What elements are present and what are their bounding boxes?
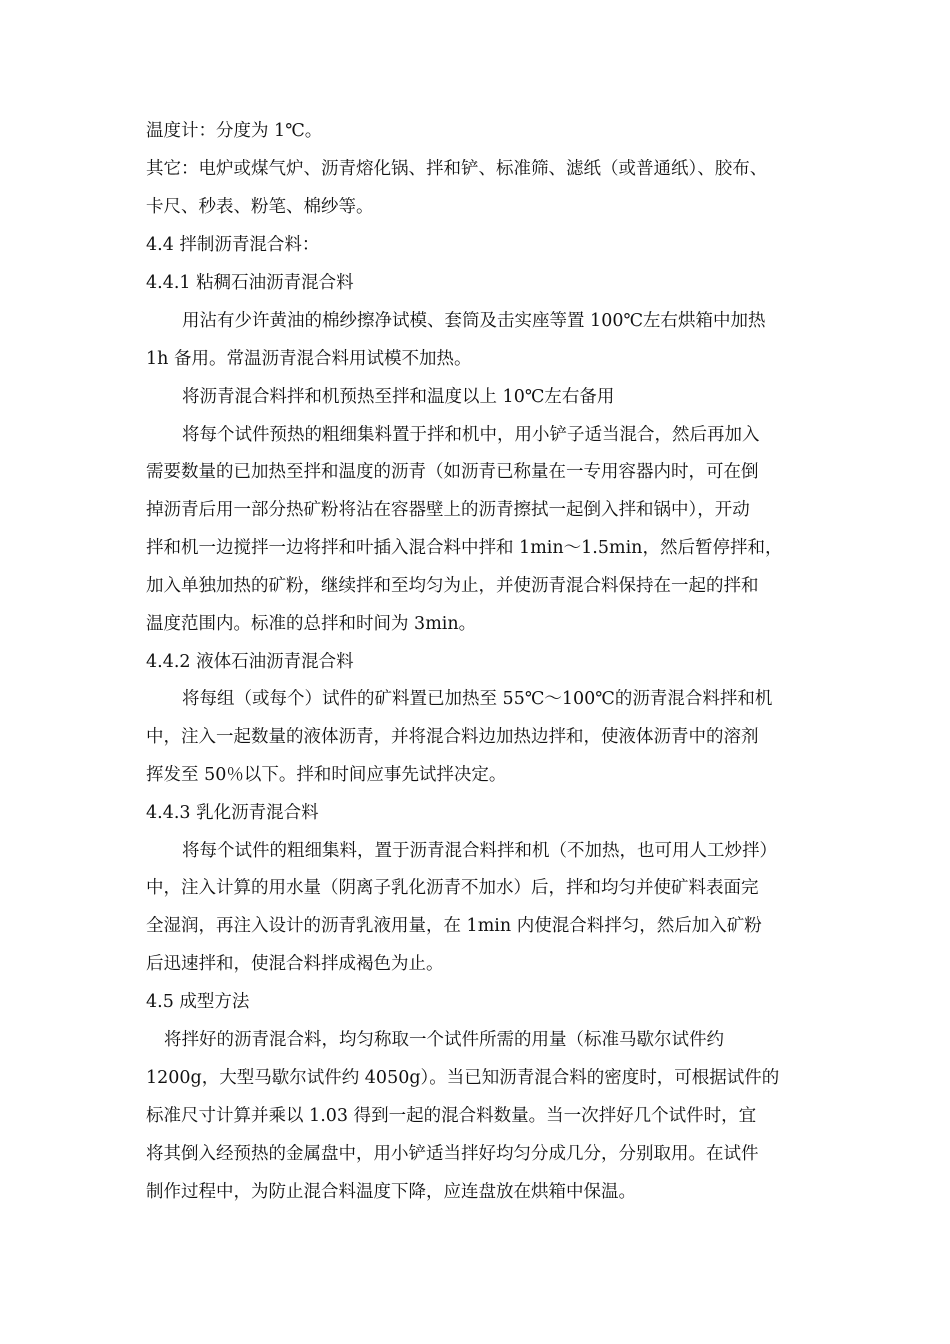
text-line: 将每个试件的粗细集料，置于沥青混合料拌和机（不加热，也可用人工炒拌） (182, 841, 777, 861)
subsection-heading: 4.4.1 粘稠石油沥青混合料 (146, 273, 354, 293)
text-line: 拌和机一边搅拌一边将拌和叶插入混合料中拌和 1min～1.5min，然后暂停拌和， (146, 538, 783, 558)
text-line: 标准尺寸计算并乘以 1.03 得到一起的混合料数量。当一次拌好几个试件时，宜 (146, 1106, 757, 1126)
text-line: 后迅速拌和，使混合料拌成褐色为止。 (146, 954, 444, 974)
text-line: 其它：电炉或煤气炉、沥青熔化锅、拌和铲、标准筛、滤纸（或普通纸）、胶布、 (146, 159, 768, 179)
text-line: 掉沥青后用一部分热矿粉将沾在容器壁上的沥青擦拭一起倒入拌和锅中），开动 (146, 500, 750, 520)
text-line: 中，注入一起数量的液体沥青，并将混合料边加热边拌和，使液体沥青中的溶剂 (146, 727, 759, 747)
text-line: 1200g，大型马歇尔试件约 4050g）。当已知沥青混合料的密度时，可根据试件的 (146, 1068, 780, 1088)
text-line: 将拌好的沥青混合料，均匀称取一个试件所需的用量（标准马歇尔试件约 (164, 1030, 724, 1050)
text-line: 中，注入计算的用水量（阴离子乳化沥青不加水）后，拌和均匀并使矿料表面完 (146, 878, 759, 898)
text-line: 将每组（或每个）试件的矿料置已加热至 55℃～100℃的沥青混合料拌和机 (182, 689, 773, 709)
text-line: 需要数量的已加热至拌和温度的沥青（如沥青已称量在一专用容器内时，可在倒 (146, 462, 759, 482)
text-line: 用沾有少许黄油的棉纱擦净试模、套筒及击实座等置 100℃左右烘箱中加热 (182, 311, 766, 331)
text-line: 将其倒入经预热的金属盘中，用小铲适当拌好均匀分成几分，分别取用。在试件 (146, 1144, 759, 1164)
text-line: 1h 备用。常温沥青混合料用试模不加热。 (146, 349, 472, 369)
section-heading: 4.5 成型方法 (146, 992, 250, 1012)
text-line: 将每个试件预热的粗细集料置于拌和机中，用小铲子适当混合，然后再加入 (182, 425, 760, 445)
subsection-heading: 4.4.2 液体石油沥青混合料 (146, 652, 354, 672)
text-line: 加入单独加热的矿粉，继续拌和至均匀为止，并使沥青混合料保持在一起的拌和 (146, 576, 759, 596)
text-line: 制作过程中，为防止混合料温度下降，应连盘放在烘箱中保温。 (146, 1182, 636, 1202)
text-line: 卡尺、秒表、粉笔、棉纱等。 (146, 197, 374, 217)
text-line: 挥发至 50％以下。拌和时间应事先试拌决定。 (146, 765, 507, 785)
text-line: 将沥青混合料拌和机预热至拌和温度以上 10℃左右备用 (182, 387, 615, 407)
text-line: 温度范围内。标准的总拌和时间为 3min。 (146, 614, 477, 634)
text-line: 温度计：分度为 1℃。 (146, 121, 323, 141)
subsection-heading: 4.4.3 乳化沥青混合料 (146, 803, 319, 823)
text-line: 全湿润，再注入设计的沥青乳液用量，在 1min 内使混合料拌匀，然后加入矿粉 (146, 916, 762, 936)
section-heading: 4.4 拌制沥青混合料： (146, 235, 320, 255)
